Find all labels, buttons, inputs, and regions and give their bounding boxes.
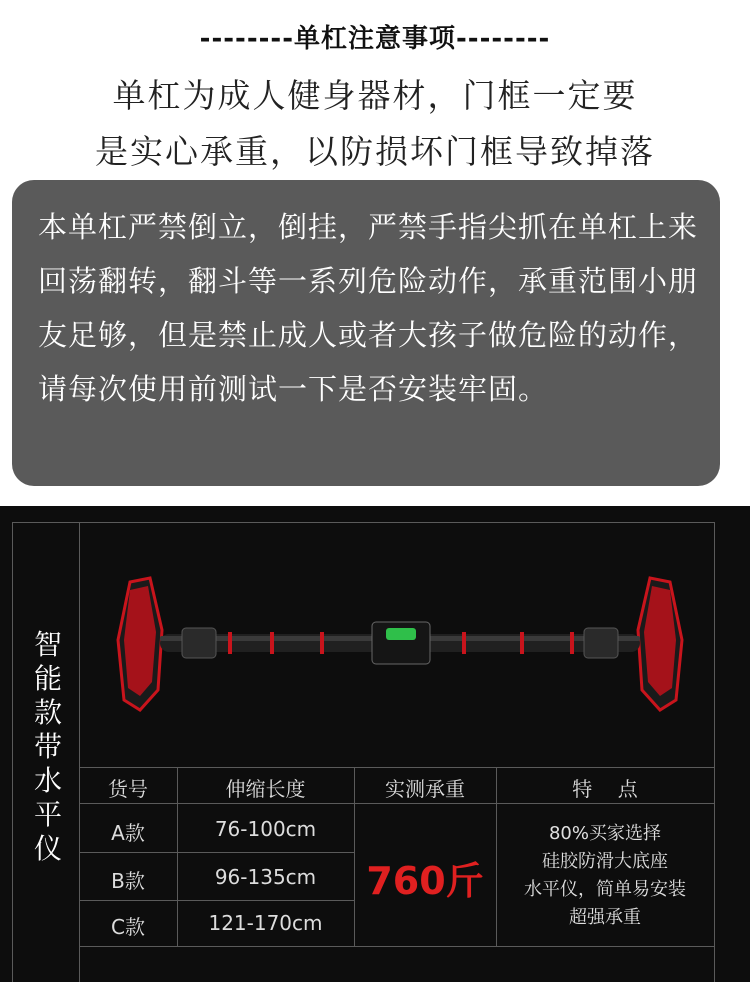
feature-item: 80%买家选择	[548, 823, 661, 844]
header-length: 伸缩长度	[225, 777, 306, 801]
grid-line	[12, 522, 13, 982]
header-load: 实测承重	[385, 777, 465, 801]
features-list	[496, 820, 714, 932]
pull-up-bar-image	[110, 570, 690, 720]
notes-title: --------单杠注意事项--------	[199, 24, 551, 54]
row-model: C款	[111, 915, 145, 939]
row-model: A款	[111, 821, 145, 845]
load-value: 760斤	[366, 859, 484, 903]
side-label: 智能款带水平仪	[33, 628, 62, 865]
row-model: B款	[111, 869, 145, 893]
header-features: 特 点	[572, 777, 638, 801]
grid-line	[79, 852, 354, 853]
feature-item: 水平仪，简单易安装	[524, 879, 686, 900]
feature-item: 硅胶防滑大底座	[542, 851, 668, 872]
grid-line	[714, 522, 715, 982]
grid-line	[12, 522, 714, 523]
row-length: 76-100cm	[214, 817, 317, 841]
grid-line	[79, 803, 714, 804]
row-length: 96-135cm	[214, 865, 317, 889]
warning-box	[12, 180, 720, 486]
grid-line	[79, 767, 714, 768]
notes-line-2: 是实心承重，以防损坏门框导致掉落	[95, 132, 655, 171]
warning-text: 本单杠严禁倒立，倒挂，严禁手指尖抓在单杠上来回荡翻转，翻斗等一系列危险动作，承重范围小朋友足够，但是禁止成人或者大孩子做危险的动作，请每次使用前测试一下是否安装牢固。	[38, 210, 699, 406]
grid-line	[79, 900, 354, 901]
feature-item: 超强承重	[569, 907, 641, 928]
grid-line	[79, 946, 714, 947]
header-model: 货号	[108, 777, 148, 801]
notes-line-1: 单杠为成人健身器材，门框一定要	[112, 76, 638, 115]
row-length: 121-170cm	[208, 911, 323, 935]
